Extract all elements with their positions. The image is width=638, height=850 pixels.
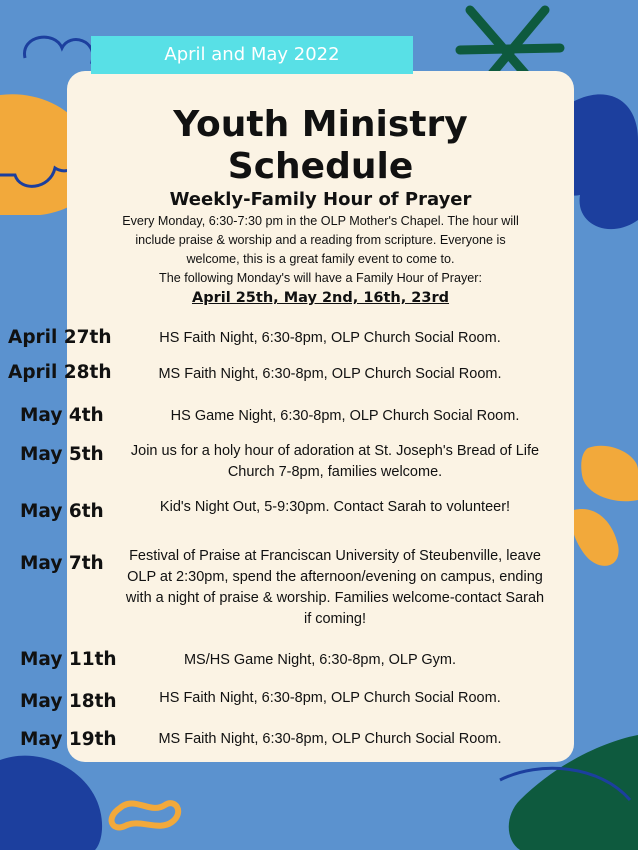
date-banner: April and May 2022 xyxy=(91,36,413,74)
event-description: Festival of Praise at Franciscan University of Steubenville, leave OLP at 2:30pm, spend the afternoon/evening on campus, ending with a night of praise & worship. Families welcome-contact Sarah if coming! xyxy=(125,548,545,627)
event-description: HS Faith Night, 6:30-8pm, OLP Church Social Room. xyxy=(159,690,501,706)
title-line-1: Youth Ministry xyxy=(173,104,468,145)
event-date: April 28th xyxy=(8,362,112,383)
orange-blob-right-3 xyxy=(571,509,619,566)
intro-line: Every Monday, 6:30-7:30 pm in the OLP Mother's Chapel. The hour will xyxy=(122,214,519,228)
event-date: May 5th xyxy=(20,444,104,465)
event-date: May 19th xyxy=(20,729,117,750)
event-description: MS Faith Night, 6:30-8pm, OLP Church Social Room. xyxy=(158,366,502,382)
event-description: MS/HS Game Night, 6:30-8pm, OLP Gym. xyxy=(183,652,457,668)
title-line-2: Schedule xyxy=(227,146,414,187)
event-date: April 27th xyxy=(8,327,112,348)
event-date: May 11th xyxy=(20,649,117,670)
event-date: May 18th xyxy=(20,691,117,712)
prayer-dates: April 25th, May 2nd, 16th, 23rd xyxy=(191,290,450,306)
event-date: May 6th xyxy=(20,501,104,522)
orange-squiggle-bottom xyxy=(112,803,179,827)
event-date: May 4th xyxy=(20,405,104,426)
intro-line: welcome, this is a great family event to come to. xyxy=(186,252,455,266)
navy-blob-bottom-left xyxy=(0,756,102,850)
intro-line: include praise & worship and a reading from scripture. Everyone is xyxy=(135,233,506,247)
event-description: HS Faith Night, 6:30-8pm, OLP Church Social Room. xyxy=(159,330,501,346)
event-description: HS Game Night, 6:30-8pm, OLP Church Social Room. xyxy=(170,408,520,424)
orange-blob-right-2 xyxy=(581,446,638,502)
event-description: MS Faith Night, 6:30-8pm, OLP Church Social Room. xyxy=(158,731,502,747)
event-date: May 7th xyxy=(20,553,104,574)
prayer-hour-description xyxy=(82,212,559,288)
event-description: Kid's Night Out, 5-9:30pm. Contact Sarah to volunteer! xyxy=(159,499,511,515)
prayer-hour-heading: Weekly-Family Hour of Prayer xyxy=(169,189,472,210)
intro-line: The following Monday's will have a Family Hour of Prayer: xyxy=(159,271,482,285)
event-description: Join us for a holy hour of adoration at St. Joseph's Bread of Life Church 7-8pm, families welcome. xyxy=(130,443,540,480)
